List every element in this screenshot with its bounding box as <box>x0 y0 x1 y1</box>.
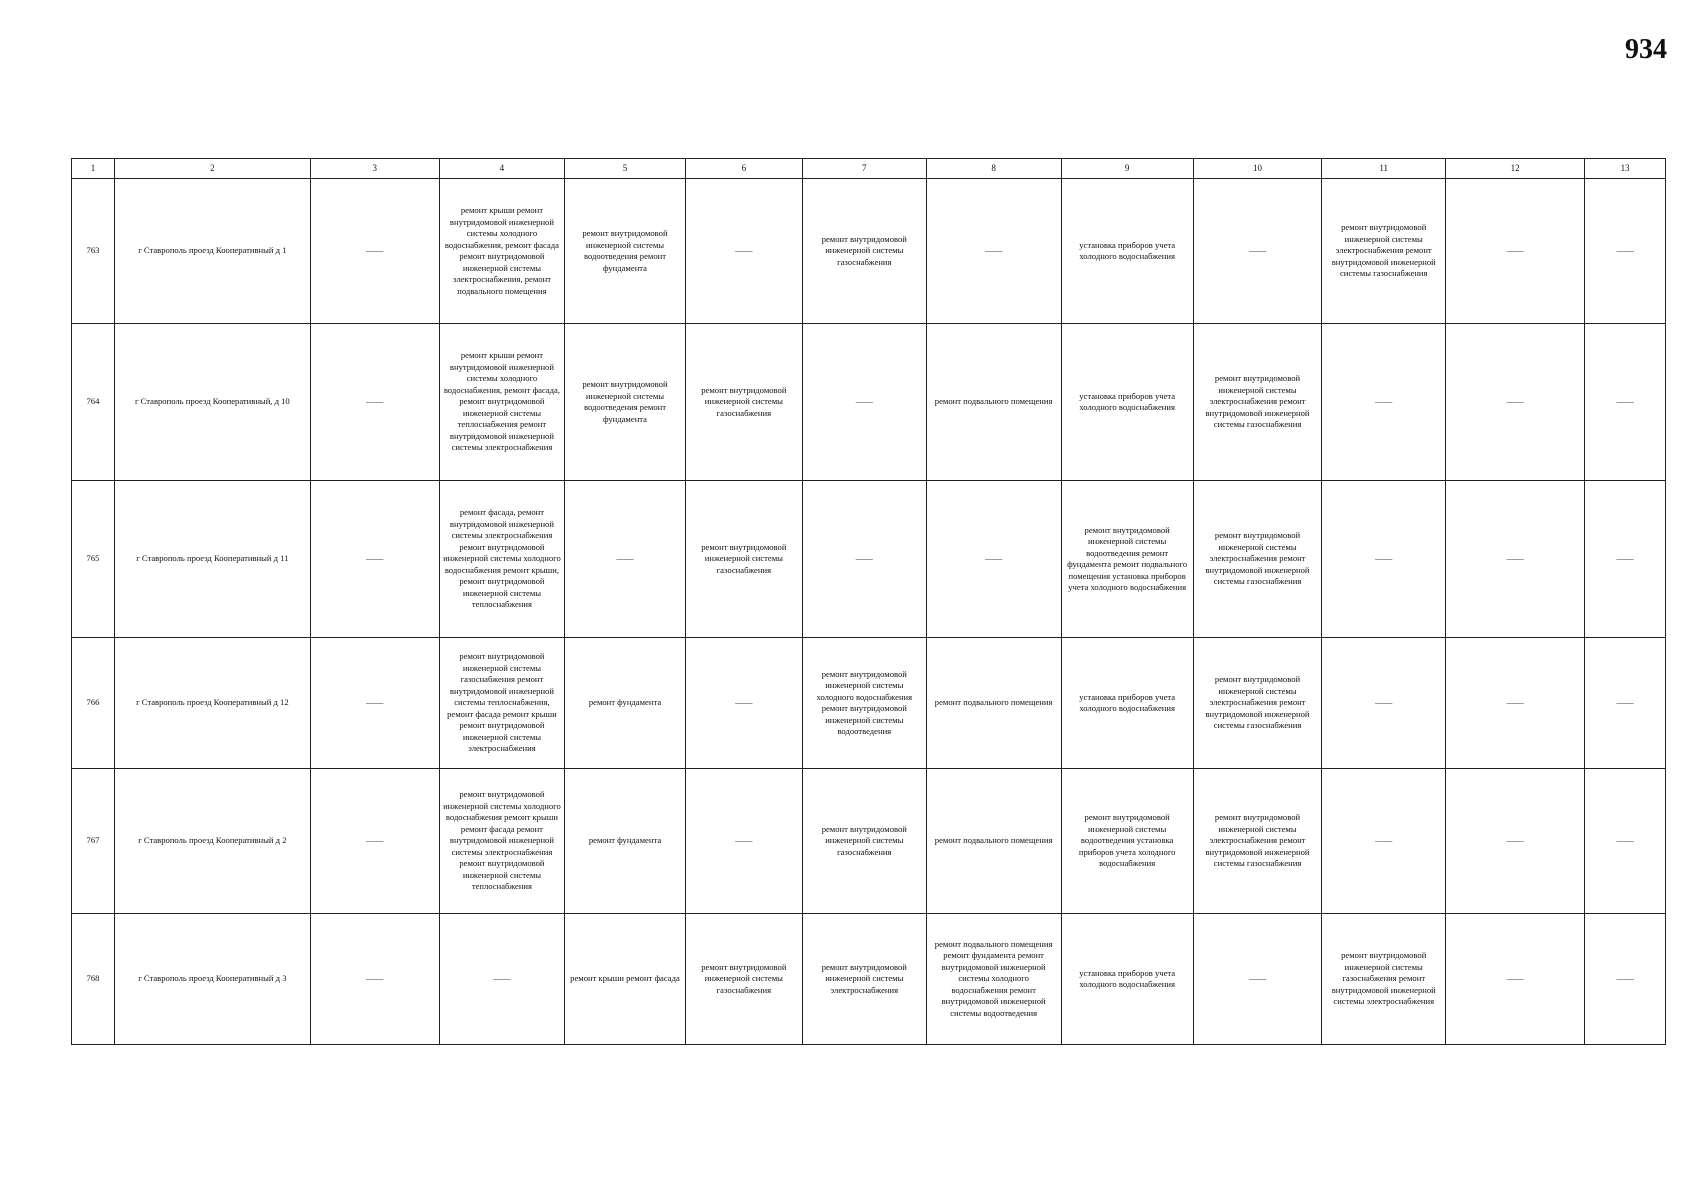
column-header: 7 <box>803 159 927 179</box>
column-header: 1 <box>72 159 115 179</box>
table-cell: установка приборов учета холодного водоснабжения <box>1061 914 1193 1045</box>
header-row <box>72 159 1666 179</box>
table-cell: —— <box>803 481 927 638</box>
column-header: 2 <box>114 159 310 179</box>
column-header: 11 <box>1322 159 1446 179</box>
column-header: 8 <box>926 159 1061 179</box>
table-cell: установка приборов учета холодного водоснабжения <box>1061 179 1193 324</box>
table-cell: ремонт внутридомовой инженерной системы газоснабжения <box>685 481 802 638</box>
table-cell: ремонт внутридомовой инженерной системы электроснабжения <box>803 914 927 1045</box>
table-cell: —— <box>310 324 439 481</box>
table-cell: ремонт внутридомовой инженерной системы электроснабжения ремонт внутридомовой инженерной системы газоснабжения <box>1193 481 1322 638</box>
table-cell: —— <box>1446 324 1585 481</box>
column-header: 4 <box>439 159 565 179</box>
table-cell: —— <box>1585 914 1666 1045</box>
table-cell: —— <box>310 769 439 914</box>
table-cell: ремонт крыши ремонт внутридомовой инженерной системы холодного водоснабжения, ремонт фасада, ремонт внутридомовой инженерной системы теплоснабжения ремонт внутридомовой инженерной системы электроснабжения <box>439 324 565 481</box>
table-cell: ремонт внутридомовой инженерной системы газоснабжения <box>803 179 927 324</box>
table-cell: —— <box>1193 914 1322 1045</box>
column-header: 6 <box>685 159 802 179</box>
table-cell: ремонт внутридомовой инженерной системы электроснабжения ремонт внутридомовой инженерной системы газоснабжения <box>1193 638 1322 769</box>
table-cell: ремонт фасада, ремонт внутридомовой инженерной системы электроснабжения ремонт внутридомовой инженерной системы холодного водоснабжения ремонт крыши, ремонт внутридомовой инженерной системы теплоснабжения <box>439 481 565 638</box>
table-cell: ремонт внутридомовой инженерной системы холодного водоснабжения ремонт крыши ремонт фасада ремонт внутридомовой инженерной системы электроснабжения ремонт внутридомовой инженерной системы теплоснабжения <box>439 769 565 914</box>
table-cell: —— <box>685 769 802 914</box>
table-cell: ремонт внутридомовой инженерной системы электроснабжения ремонт внутридомовой инженерной системы газоснабжения <box>1193 324 1322 481</box>
table-cell: ремонт внутридомовой инженерной системы газоснабжения <box>685 914 802 1045</box>
column-header: 13 <box>1585 159 1666 179</box>
table-cell: —— <box>1446 914 1585 1045</box>
table-cell: ремонт внутридомовой инженерной системы водоотведения ремонт фундамента <box>565 179 685 324</box>
table-cell: —— <box>1446 769 1585 914</box>
row-number: 768 <box>72 914 115 1045</box>
row-number: 764 <box>72 324 115 481</box>
row-number: 763 <box>72 179 115 324</box>
table-cell: —— <box>926 481 1061 638</box>
table-cell: —— <box>1322 638 1446 769</box>
table-cell: ремонт подвального помещения <box>926 324 1061 481</box>
row-number: 766 <box>72 638 115 769</box>
table-cell: ремонт внутридомовой инженерной системы газоснабжения ремонт внутридомовой инженерной системы электроснабжения <box>1322 914 1446 1045</box>
table-cell: —— <box>1446 638 1585 769</box>
column-header: 5 <box>565 159 685 179</box>
table-row <box>72 179 1666 324</box>
table-cell: —— <box>1322 324 1446 481</box>
table-cell: —— <box>1585 324 1666 481</box>
table-cell: ремонт внутридомовой инженерной системы электроснабжения ремонт внутридомовой инженерной системы газоснабжения <box>1193 769 1322 914</box>
column-header: 12 <box>1446 159 1585 179</box>
table-cell: ремонт внутридомовой инженерной системы газоснабжения <box>803 769 927 914</box>
address-cell: г Ставрополь проезд Кооперативный д 12 <box>114 638 310 769</box>
table-cell: ремонт внутридомовой инженерной системы газоснабжения <box>685 324 802 481</box>
table-cell: —— <box>1585 769 1666 914</box>
table-cell: —— <box>685 179 802 324</box>
table-cell: ремонт внутридомовой инженерной системы электроснабжения ремонт внутридомовой инженерной системы газоснабжения <box>1322 179 1446 324</box>
table-cell: ремонт внутридомовой инженерной системы холодного водоснабжения ремонт внутридомовой инженерной системы водоотведения <box>803 638 927 769</box>
table-cell: —— <box>1322 481 1446 638</box>
table-cell: —— <box>1585 179 1666 324</box>
table-row <box>72 481 1666 638</box>
table-cell: установка приборов учета холодного водоснабжения <box>1061 638 1193 769</box>
table-cell: —— <box>1193 179 1322 324</box>
table-cell: —— <box>1322 769 1446 914</box>
table-cell: ремонт внутридомовой инженерной системы водоотведения ремонт фундамента <box>565 324 685 481</box>
table-cell: —— <box>1446 179 1585 324</box>
table-cell: —— <box>803 324 927 481</box>
table-cell: ремонт крыши ремонт внутридомовой инженерной системы холодного водоснабжения, ремонт фасада ремонт внутридомовой инженерной системы электроснабжения, ремонт подвального помещения <box>439 179 565 324</box>
table-cell: —— <box>310 638 439 769</box>
column-header: 3 <box>310 159 439 179</box>
table-cell: ремонт подвального помещения <box>926 769 1061 914</box>
table-cell: ремонт подвального помещения <box>926 638 1061 769</box>
address-cell: г Ставрополь проезд Кооперативный д 2 <box>114 769 310 914</box>
table-cell: ремонт внутридомовой инженерной системы газоснабжения ремонт внутридомовой инженерной системы теплоснабжения, ремонт фасада ремонт крыши ремонт внутридомовой инженерной системы электроснабжения <box>439 638 565 769</box>
table-cell: ремонт фундамента <box>565 638 685 769</box>
page-number: 934 <box>1625 34 1667 65</box>
table-cell: —— <box>310 914 439 1045</box>
table-cell: —— <box>565 481 685 638</box>
table-cell: —— <box>1446 481 1585 638</box>
table-cell: ремонт внутридомовой инженерной системы водоотведения ремонт фундамента ремонт подвального помещения установка приборов учета холодного водоснабжения <box>1061 481 1193 638</box>
table-cell: ремонт крыши ремонт фасада <box>565 914 685 1045</box>
table-cell: установка приборов учета холодного водоснабжения <box>1061 324 1193 481</box>
address-cell: г Ставрополь проезд Кооперативный д 11 <box>114 481 310 638</box>
address-cell: г Ставрополь проезд Кооперативный д 1 <box>114 179 310 324</box>
table-cell: —— <box>310 481 439 638</box>
table-row <box>72 638 1666 769</box>
table-cell: —— <box>310 179 439 324</box>
table-row <box>72 914 1666 1045</box>
address-cell: г Ставрополь проезд Кооперативный, д 10 <box>114 324 310 481</box>
table-row <box>72 324 1666 481</box>
table-cell: —— <box>439 914 565 1045</box>
table-cell: —— <box>685 638 802 769</box>
table-cell: ремонт подвального помещения ремонт фундамента ремонт внутридомовой инженерной системы холодного водоснабжения ремонт внутридомовой инженерной системы водоотведения <box>926 914 1061 1045</box>
table-cell: —— <box>1585 481 1666 638</box>
table-cell: —— <box>1585 638 1666 769</box>
repair-schedule-table <box>71 158 1666 1045</box>
table-cell: ремонт фундамента <box>565 769 685 914</box>
row-number: 765 <box>72 481 115 638</box>
table-cell: ремонт внутридомовой инженерной системы водоотведения установка приборов учета холодного водоснабжения <box>1061 769 1193 914</box>
row-number: 767 <box>72 769 115 914</box>
column-header: 10 <box>1193 159 1322 179</box>
column-header: 9 <box>1061 159 1193 179</box>
address-cell: г Ставрополь проезд Кооперативный д 3 <box>114 914 310 1045</box>
table-row <box>72 769 1666 914</box>
table-cell: —— <box>926 179 1061 324</box>
